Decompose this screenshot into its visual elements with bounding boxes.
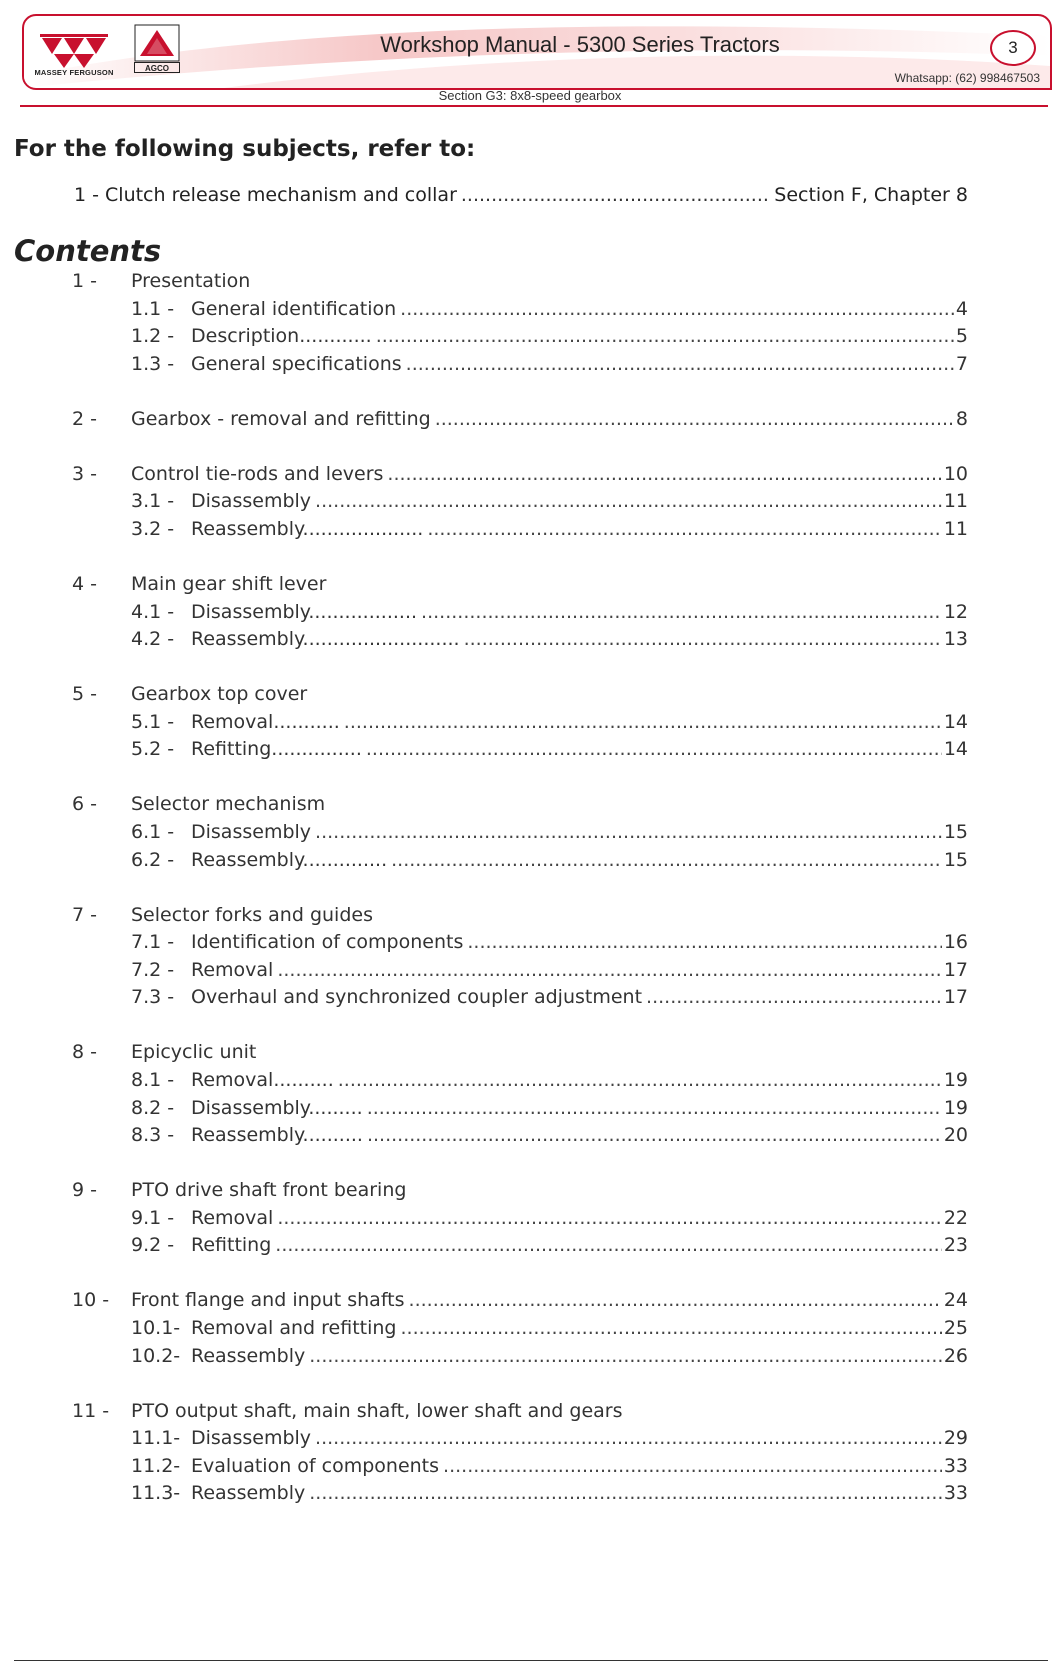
subsection-title: Refitting............... <box>191 738 362 761</box>
leader-dots <box>315 490 942 512</box>
toc-subentry <box>131 518 968 544</box>
toc-subentry <box>131 1455 968 1481</box>
toc-entry <box>131 1289 968 1315</box>
leader-dots <box>376 325 954 347</box>
subsection-title: Reassembly <box>191 1482 306 1505</box>
subsection-title: Disassembly <box>191 490 312 513</box>
page-number: 11 <box>943 518 968 540</box>
subsection-title: Description............ <box>191 325 372 348</box>
toc-subentry <box>131 821 968 847</box>
subsection-title: Removal <box>191 1206 274 1229</box>
section-number: 5 - <box>72 683 97 706</box>
toc-subentry <box>131 1317 968 1343</box>
leader-dots <box>344 711 942 733</box>
toc-subentry <box>131 1069 968 1095</box>
subsection-title: General identification <box>191 297 397 320</box>
subsection-number: 10.1- <box>131 1317 181 1339</box>
leader-dots <box>367 1097 942 1119</box>
toc-subentry <box>131 298 968 324</box>
section-number: 2 - <box>72 407 97 430</box>
page-number: 10 <box>943 462 968 485</box>
subsection-number: 5.2 - <box>131 738 175 761</box>
section-label: Section G3: 8x8-speed gearbox <box>438 88 622 103</box>
toc-subentry <box>131 711 968 737</box>
section-title: Control tie-rods and levers <box>131 462 384 485</box>
leader-dots <box>338 1069 942 1091</box>
page-number: 20 <box>943 1124 968 1147</box>
toc-subentry <box>131 353 968 379</box>
page-number: 15 <box>943 821 968 843</box>
subsection-number: 10.2- <box>131 1344 181 1367</box>
page-number-badge: 3 <box>990 30 1036 66</box>
section-title: Gearbox - removal and refitting <box>131 407 431 430</box>
leader-dots <box>315 821 942 843</box>
leader-dots <box>467 931 941 953</box>
page-number: 26 <box>943 1344 968 1367</box>
page-number: 19 <box>943 1069 968 1091</box>
subsection-title: Reassembly.................... <box>191 518 424 540</box>
subsection-number: 1.3 - <box>131 352 175 375</box>
page-number: 33 <box>943 1454 968 1477</box>
subsection-number: 5.1 - <box>131 710 175 733</box>
subsection-number: 9.1 - <box>131 1206 175 1229</box>
toc-subentry <box>131 1427 968 1453</box>
page-number: 15 <box>943 848 968 871</box>
page-number: 33 <box>943 1482 968 1505</box>
subsection-number: 11.1- <box>131 1427 181 1450</box>
leader-dots <box>367 1124 942 1146</box>
section-number: 4 - <box>72 573 97 595</box>
section-title: PTO output shaft, main shaft, lower shaft and gears <box>131 1399 623 1422</box>
leader-dots <box>443 1455 942 1477</box>
refer-item-label: 1 - Clutch release mechanism and collar <box>74 184 457 206</box>
manual-title: Workshop Manual - 5300 Series Tractors <box>380 32 780 57</box>
toc-subentry <box>131 325 968 351</box>
subsection-number: 3.1 - <box>131 490 175 513</box>
subsection-title: Reassembly.......................... <box>191 628 460 651</box>
page-number: 12 <box>943 600 968 623</box>
subsection-number: 1.2 - <box>131 325 175 348</box>
page-number: 16 <box>943 931 968 954</box>
page-number: 17 <box>943 986 968 1009</box>
page-number: 19 <box>943 1096 968 1119</box>
subsection-number: 8.2 - <box>131 1096 175 1119</box>
refer-item-target: Section F, Chapter 8 <box>774 184 968 206</box>
section-number: 7 - <box>72 903 97 926</box>
subsection-number: 1.1 - <box>131 297 175 320</box>
footer-rule <box>14 1660 1048 1661</box>
section-title: Main gear shift lever <box>131 573 327 595</box>
subsection-number: 4.2 - <box>131 628 175 651</box>
toc-subentry <box>131 601 968 627</box>
toc-subentry <box>131 931 968 957</box>
subsection-title: Removal.......... <box>191 1069 334 1091</box>
leader-dots <box>406 353 954 375</box>
subsection-title: Disassembly......... <box>191 1096 363 1119</box>
leader-dots <box>409 1289 942 1311</box>
page-number: 7 <box>955 352 968 375</box>
subsection-number: 8.1 - <box>131 1069 175 1091</box>
leader-dots <box>275 1234 942 1256</box>
agco-logo-text: AGCO <box>134 62 180 73</box>
page-number: 14 <box>943 738 968 761</box>
leader-dots <box>391 849 942 871</box>
page-number: 13 <box>943 628 968 651</box>
section-title: Epicyclic unit <box>131 1041 257 1064</box>
page-number: 4 <box>955 297 968 320</box>
section-number: 11 - <box>72 1399 110 1422</box>
subsection-title: Disassembly <box>191 1427 312 1450</box>
whatsapp-contact: Whatsapp: (62) 998467503 <box>894 71 1040 85</box>
refer-heading: For the following subjects, refer to: <box>14 136 476 162</box>
subsection-title: Disassembly.................. <box>191 600 418 623</box>
subsection-title: Disassembly <box>191 821 312 843</box>
leader-dots <box>387 463 941 485</box>
toc-subentry <box>131 1097 968 1123</box>
subsection-number: 7.2 - <box>131 958 175 981</box>
subsection-number: 7.1 - <box>131 931 175 954</box>
leader-dots <box>427 518 941 540</box>
toc-subentry <box>131 986 968 1012</box>
section-title: Presentation <box>131 270 251 292</box>
page-number: 17 <box>943 958 968 981</box>
leader-dots <box>464 628 942 650</box>
subsection-title: Identification of components <box>191 931 464 954</box>
section-number: 3 - <box>72 462 97 485</box>
leader-dots <box>400 298 954 320</box>
page-number: 24 <box>943 1289 968 1312</box>
section-number: 6 - <box>72 793 97 816</box>
leader-dots <box>309 1345 942 1367</box>
section-number: 10 - <box>72 1289 110 1312</box>
section-title: Gearbox top cover <box>131 683 308 706</box>
leader-dots <box>366 738 942 760</box>
toc-subentry <box>131 1234 968 1260</box>
page-number: 22 <box>943 1206 968 1229</box>
subsection-title: Evaluation of components <box>191 1454 440 1477</box>
toc-subentry <box>131 1207 968 1233</box>
subsection-number: 11.2- <box>131 1454 181 1477</box>
section-title: Selector forks and guides <box>131 903 373 926</box>
section-title: PTO drive shaft front bearing <box>131 1179 407 1202</box>
toc-subentry <box>131 490 968 516</box>
subsection-title: Removal and refitting <box>191 1317 397 1339</box>
section-number: 8 - <box>72 1041 97 1064</box>
section-title: Front flange and input shafts <box>131 1289 405 1312</box>
leader-dots <box>646 986 942 1008</box>
toc-subentry <box>131 849 968 875</box>
contents-heading: Contents <box>14 234 162 268</box>
leader-dots <box>435 408 954 430</box>
subsection-number: 11.3- <box>131 1482 181 1505</box>
toc-subentry <box>131 1345 968 1371</box>
subsection-number: 8.3 - <box>131 1124 175 1147</box>
toc-subentry <box>131 959 968 985</box>
page-number: 5 <box>955 325 968 348</box>
page-number: 11 <box>943 490 968 513</box>
subsection-title: Removal <box>191 958 274 981</box>
subsection-title: Removal........... <box>191 710 340 733</box>
page-number: 23 <box>943 1234 968 1257</box>
toc-entry <box>131 463 968 489</box>
section-number: 9 - <box>72 1179 97 1202</box>
leader-dots <box>401 1317 942 1339</box>
subsection-number: 9.2 - <box>131 1234 175 1257</box>
toc-subentry <box>131 1124 968 1150</box>
toc-entry <box>131 408 968 434</box>
toc-subentry <box>131 1482 968 1508</box>
section-title: Selector mechanism <box>131 793 326 816</box>
leader-dots <box>277 959 941 981</box>
leader-dots <box>421 601 942 623</box>
subsection-number: 6.2 - <box>131 848 175 871</box>
page-number: 8 <box>955 407 968 430</box>
toc-subentry <box>131 628 968 654</box>
leader-dots <box>277 1207 941 1229</box>
page-number: 14 <box>943 710 968 733</box>
leader-dots <box>309 1482 942 1504</box>
subsection-number: 6.1 - <box>131 821 175 843</box>
section-number: 1 - <box>72 270 97 292</box>
subsection-number: 4.1 - <box>131 600 175 623</box>
subsection-title: Refitting <box>191 1234 272 1257</box>
page-number: 29 <box>943 1427 968 1450</box>
leader-dots <box>315 1427 942 1449</box>
mf-logo-text: MASSEY FERGUSON <box>34 68 114 77</box>
subsection-number: 7.3 - <box>131 986 175 1009</box>
subsection-title: Reassembly.............. <box>191 848 388 871</box>
subsection-number: 3.2 - <box>131 518 175 540</box>
subsection-title: Overhaul and synchronized coupler adjustment <box>191 986 643 1009</box>
toc-subentry <box>131 738 968 764</box>
subsection-title: Reassembly.......... <box>191 1124 363 1147</box>
page-number: 25 <box>943 1317 968 1339</box>
subsection-title: General specifications <box>191 352 402 375</box>
subsection-title: Reassembly <box>191 1344 306 1367</box>
